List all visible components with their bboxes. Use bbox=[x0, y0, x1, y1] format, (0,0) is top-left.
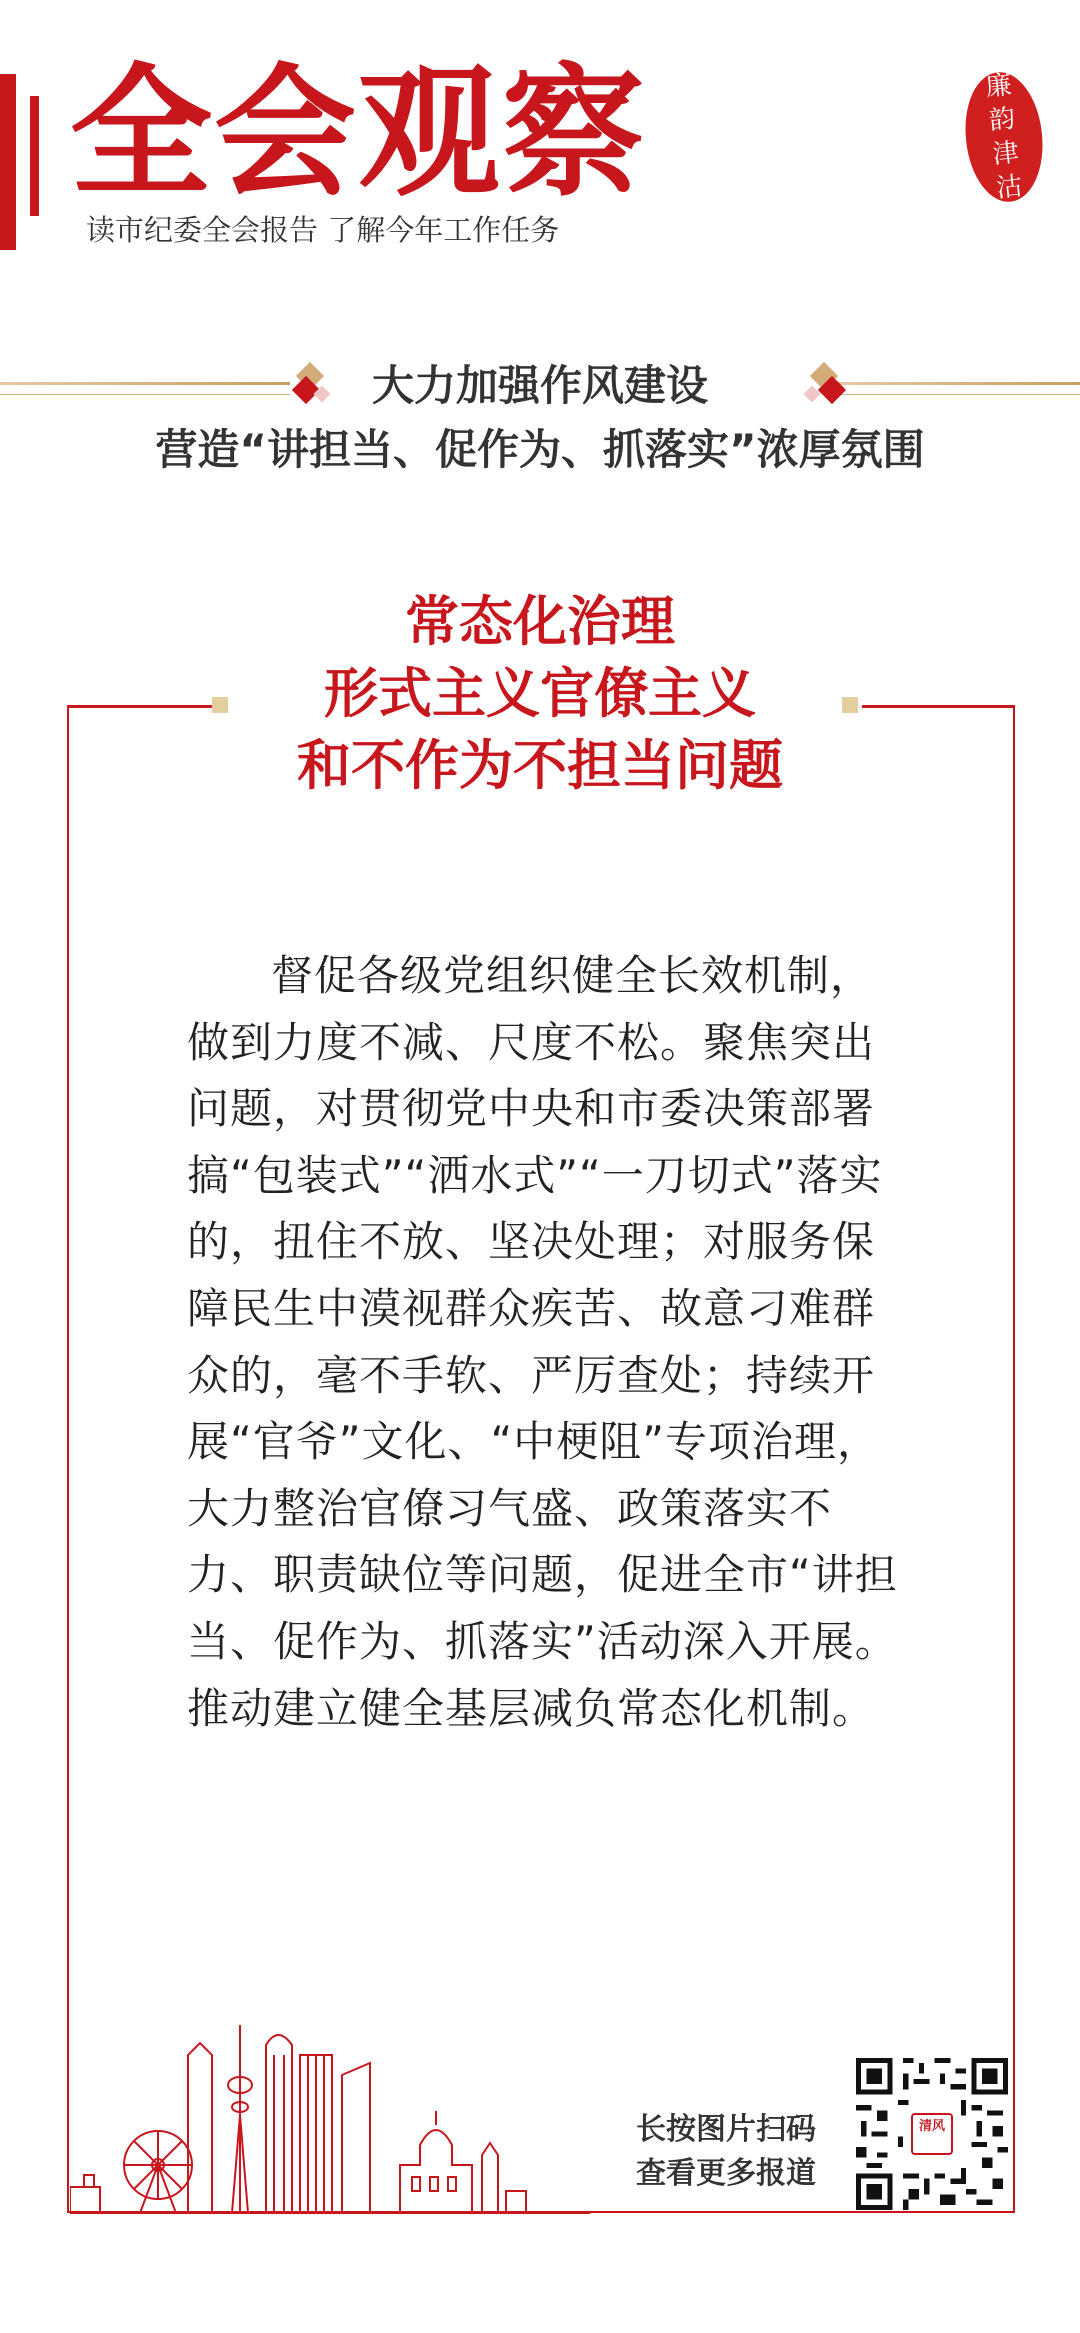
scan-prompt-line: 查看更多报道 bbox=[636, 2156, 816, 2191]
seal-char: 韵 bbox=[987, 103, 1017, 137]
header-accent-bar-inner bbox=[30, 96, 39, 216]
qr-logo: 清风 bbox=[911, 2113, 953, 2155]
page-subtitle: 读市纪委全会报告 了解今年工作任务 bbox=[86, 213, 560, 247]
theme-line-1: 大力加强作风建设 bbox=[371, 361, 708, 410]
seal-char: 沽 bbox=[994, 171, 1024, 204]
city-skyline-icon bbox=[70, 2015, 590, 2215]
scan-prompt-line: 长按图片扫码 bbox=[636, 2112, 816, 2147]
theme-line-2: 营造“讲担当、促作为、抓落实”浓厚氛围 bbox=[155, 425, 925, 474]
section-heading bbox=[160, 586, 920, 802]
seal-char: 津 bbox=[991, 137, 1021, 171]
body-paragraph: 督促各级党组织健全长效机制，做到力度不减、尺度不松。聚焦突出问题，对贯彻党中央和市委决策部署搞“包装式”“洒水式”“一刀切式”落实的，扭住不放、坚决处理；对服务保障民生中漠视群众疾苦、故意刁难群众的，毫不手软、严厉查处；持续开展“官爷”文化、“中梗阻”专项治理，大力整治官僚习气盛、政策落实不力、职责缺位等问题，促进全市“讲担当、促作为、抓落实”活动深入开展。推动建立健全基层减负常态化机制。 bbox=[187, 951, 898, 1733]
seal-char: 廉 bbox=[984, 70, 1014, 103]
seal-stamp-icon bbox=[959, 68, 1048, 205]
section-heading-line: 常态化治理 bbox=[405, 590, 675, 653]
section-heading-line: 和不作为不担当问题 bbox=[297, 734, 783, 797]
section-body bbox=[187, 943, 907, 1742]
page-title: 全会观察 bbox=[70, 50, 646, 216]
scan-prompt bbox=[636, 2108, 816, 2196]
section-heading-line: 形式主义官僚主义 bbox=[324, 662, 756, 725]
header-accent-bar bbox=[0, 74, 16, 250]
